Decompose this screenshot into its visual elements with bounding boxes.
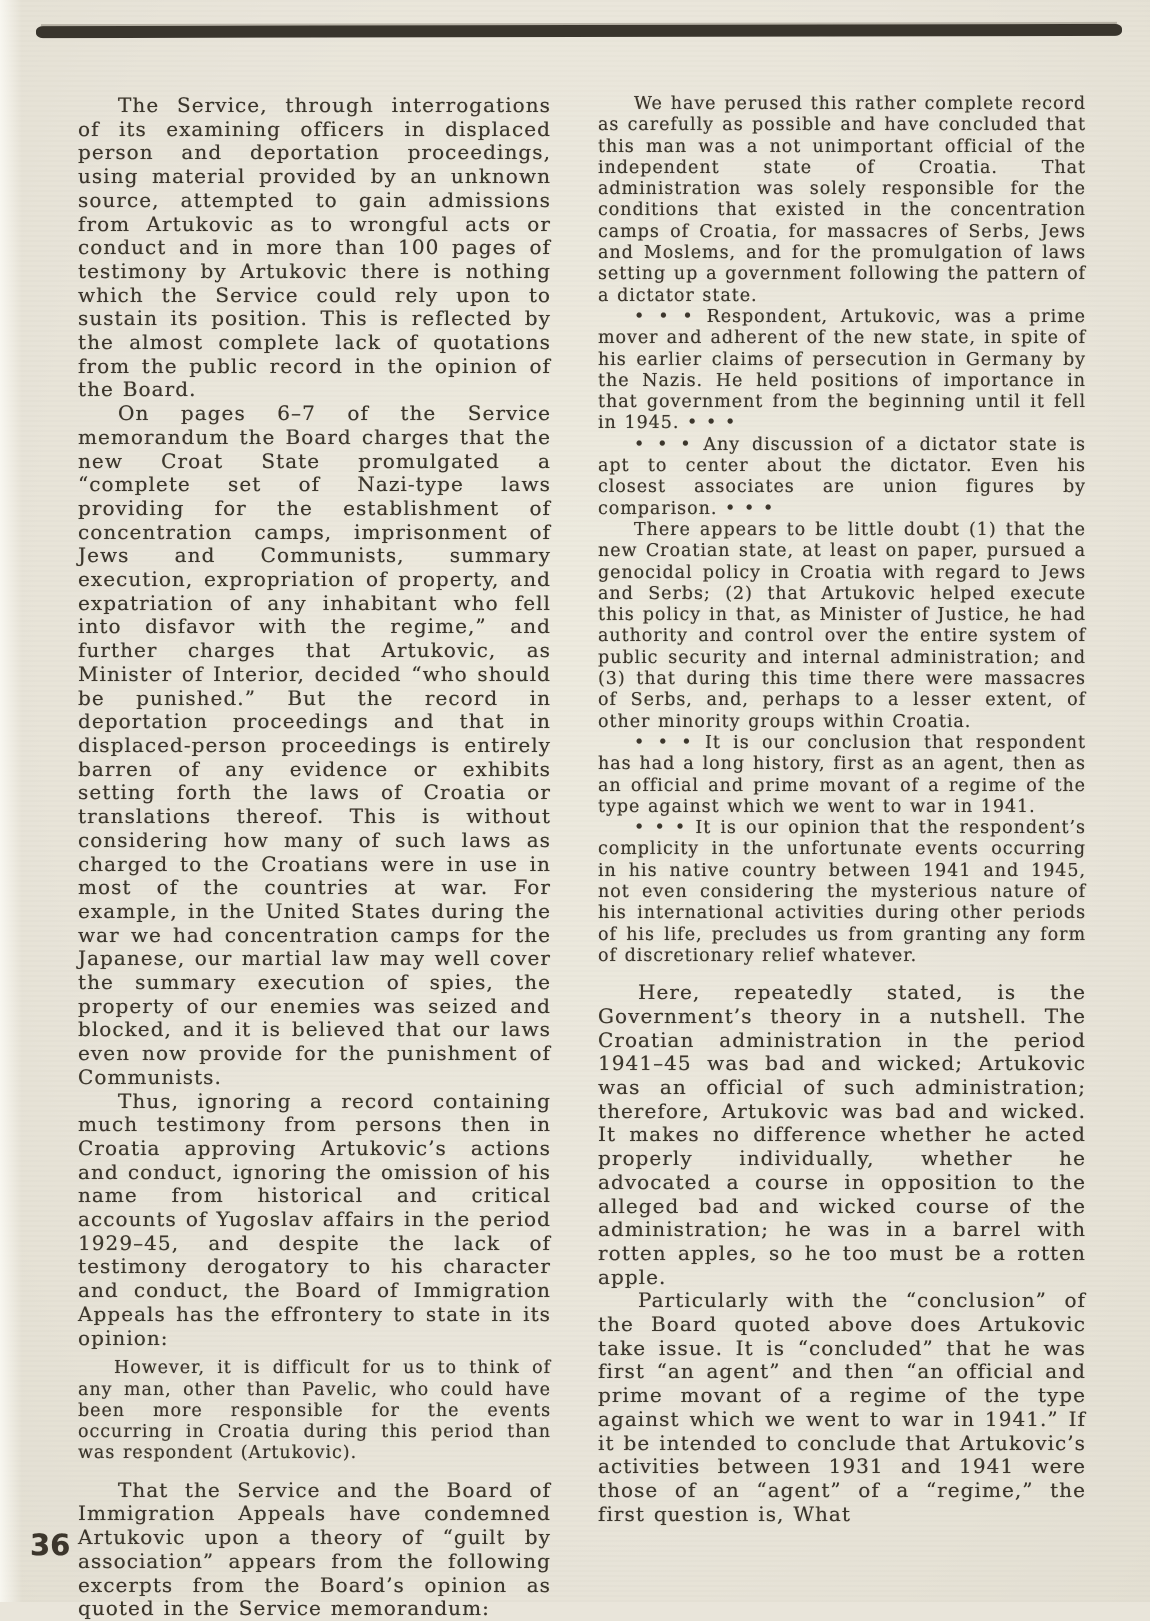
quote-paragraph: We have perused this rather complete record as carefully as possible and have concluded that this man was a not unimportant official of the independent state of Croatia. That administration was solely responsible for the conditions that existed in the concentration camps of Croatia, for massacres of Serbs, Jews and Moslems, and for the promulgation of laws setting up a government following the pattern of a dictator state. (598, 94, 1086, 306)
quote-paragraph: There appears to be little doubt (1) that the new Croatian state, at least on paper, pursued a genocidal policy in Croatia with regard to Jews and Serbs; (2) that Artukovic helped execute this policy in that, as Minister of Justice, he had authority and control over the entire system of public security and internal administration; and (3) that during this time there were massacres of Serbs, and, perhaps to a lesser extent, of other minority groups within Croatia. (598, 519, 1086, 732)
paragraph: On pages 6–7 of the Service memorandum the Board charges that the new Croat State promulgated a “complete set of Nazi-type laws providing for the establishment of concentration camps, imprisonment of Jews and Communists, summary execution, expropriation of property, and expatriation of any inhabitant who fell into disfavor with the regime,” and further charges that Artukovic, as Minister of Interior, decided “who should be punished.” But the record in deportation proceedings and that in displaced-person proceedings is entirely barren of any evidence or exhibits setting forth the laws of Croatia or translations thereof. This is without considering how many of such laws as charged to the Croatians were in use in most of the countries at war. For example, in the United States during the war we had concentration camps for the Japanese, our martial law may well cover the summary execution of spies, the property of our enemies was seized and blocked, and it is believed that our laws even now provide for the punishment of Communists. (78, 401, 551, 1089)
right-column (598, 94, 1086, 1526)
paragraph: That the Service and the Board of Immigration Appeals have condemned Artukovic upon a theory of “guilt by association” appears from the following excerpts from the Board’s opinion as quoted in the Service memorandum: (78, 1477, 551, 1621)
quote-paragraph: However, it is difficult for us to think of any man, other than Pavelic, who could have been more responsible for the events occurring in Croatia during this period than was respondent (Artukovic). (78, 1358, 551, 1464)
quote-paragraph: • • • It is our opinion that the respondent’s complicity in the unfortunate events occurring in his native country between 1941 and 1945, not even considering the mysterious nature of his international activities during other periods of his life, precludes us from granting any form of discretionary relief whatever. (598, 818, 1086, 966)
paragraph: Particularly with the “conclusion” of the Board quoted above does Artukovic take issue. It is “concluded” that he was first “an agent” and then “an official and prime movant of a regime of the type against which we went to war in 1941.” If it be intended to conclude that Artukovic’s activities between 1931 and 1941 were those of an “agent” of a “regime,” the first question is, What (598, 1288, 1086, 1526)
paragraph: Thus, ignoring a record containing much testimony from persons then in Croatia approving Artukovic’s actions and conduct, ignoring the omission of his name from historical and critical accounts of Yugoslav affairs in the period 1929–45, and despite the lack of testimony derogatory to his character and conduct, the Board of Immigration Appeals has the effrontery to state in its opinion: (78, 1088, 551, 1350)
left-column (78, 94, 551, 1621)
quote-paragraph: • • • It is our conclusion that respondent has had a long history, first as an agent, then as an official and prime movant of a regime of the type against which we went to war in 1941. (598, 732, 1086, 817)
paragraph: The Service, through interrogations of its examining officers in displaced person and deportation proceedings, using material provided by an unknown source, attempted to gain admissions from Artukovic as to wrongful acts or conduct and in more than 100 pages of testimony by Artukovic there is nothing which the Service could rely upon to sustain its position. This is reflected by the almost complete lack of quotations from the public record in the opinion of the Board. (78, 93, 551, 402)
page-number: 36 (30, 1528, 71, 1562)
top-rule (36, 24, 1122, 38)
paragraph: Here, repeatedly stated, is the Government’s theory in a nutshell. The Croatian administration in the period 1941–45 was bad and wicked; Artukovic was an official of such administration; therefore, Artukovic was bad and wicked. It makes no difference whether he acted properly individually, whether he advocated a course in opposition to the alleged bad and wicked course of the administration; he was in a barrel with rotten apples, so he too must be a rotten apple. (598, 980, 1086, 1289)
quote-paragraph: • • • Any discussion of a dictator state is apt to center about the dictator. Even his closest associates are union figures by comparison. • • • (598, 434, 1086, 519)
quote-paragraph: • • • Respondent, Artukovic, was a prime mover and adherent of the new state, in spite of his earlier claims of persecution in Germany by the Nazis. He held positions of importance in that government from the beginning until it fell in 1945. • • • (598, 306, 1086, 434)
